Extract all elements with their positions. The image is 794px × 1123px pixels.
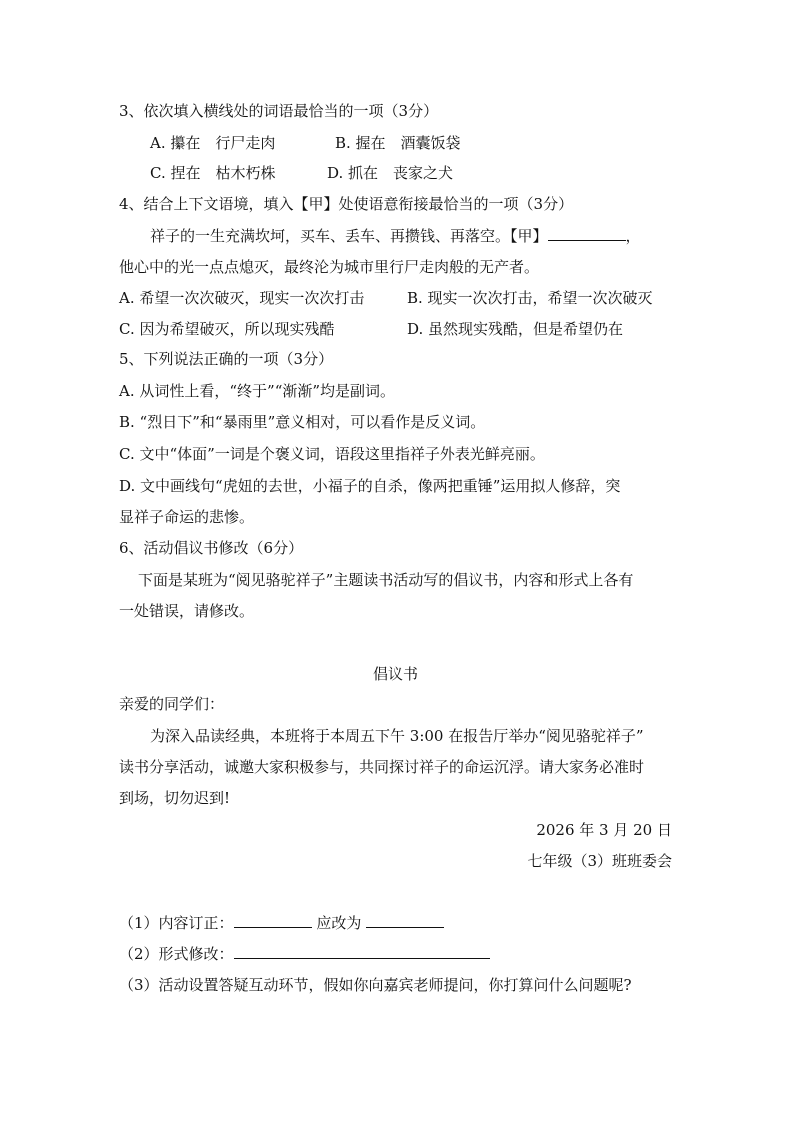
letter-signature: 七年级（3）班班委会 [527, 852, 672, 870]
answer-1-label: （1）内容订正： [119, 914, 234, 932]
answer-2 [119, 944, 490, 964]
q6-intro-line-1: 下面是某班为“阅见骆驼祥子”主题读书活动写的倡议书，内容和形式上各有 [138, 571, 634, 589]
q4-stem: 4、结合上下文语境，填入【甲】处使语意衔接最恰当的一项（3分） [119, 195, 574, 213]
q4-passage-line-1 [150, 226, 641, 246]
q4-option-c: C. 因为希望破灭，所以现实残酷 [119, 320, 335, 338]
letter-body-line-1: 为深入品读经典，本班将于本周五下午 3:00 在报告厅举办“阅见骆驼祥子” [150, 727, 644, 745]
q4-passage-text: 祥子的一生充满坎坷，买车、丢车、再攒钱、再落空。【甲】 [150, 227, 548, 245]
q5-option-c: C. 文中“体面”一词是个褒义词，语段这里指祥子外表光鲜亮丽。 [119, 445, 545, 463]
q4-option-b: B. 现实一次次打击，希望一次次破灭 [407, 289, 653, 307]
letter-body-line-2: 读书分享活动，诚邀大家积极参与，共同探讨祥子的命运沉浮。请大家务必准时 [119, 758, 645, 776]
letter-title: 倡议书 [373, 665, 419, 683]
q4-passage-comma: ， [625, 227, 641, 245]
q4-option-a: A. 希望一次次破灭，现实一次次打击 [119, 289, 365, 307]
q5-option-d-line-1: D. 文中画线句“虎妞的去世，小福子的自杀，像两把重锤”运用拟人修辞，突 [119, 477, 621, 495]
q5-stem: 5、下列说法正确的一项（3分） [119, 350, 334, 368]
q3-option-c: C. 捏在 枯木朽株 [150, 164, 276, 182]
answer-1-mid: 应改为 [316, 914, 362, 932]
q5-option-a: A. 从词性上看，“终于”“渐渐”均是副词。 [119, 382, 396, 400]
letter-body-line-3: 到场，切勿迟到! [119, 789, 231, 807]
q4-passage-line-2: 他心中的光一点点熄灭，最终沦为城市里行尸走肉般的无产者。 [119, 258, 540, 276]
q3-option-b: B. 握在 酒囊饭袋 [335, 134, 461, 152]
answer-2-blank[interactable] [234, 944, 490, 959]
q5-option-b: B. “烈日下”和“暴雨里”意义相对，可以看作是反义词。 [119, 413, 486, 431]
answer-1-corrected-blank[interactable] [366, 913, 444, 928]
q5-option-d-line-2: 显祥子命运的悲惨。 [119, 508, 255, 526]
answer-1 [119, 913, 444, 933]
letter-date: 2026 年 3 月 20 日 [536, 821, 672, 839]
answer-3: （3）活动设置答疑互动环节，假如你向嘉宾老师提问，你打算问什么问题呢? [119, 976, 632, 994]
answer-1-original-blank[interactable] [234, 913, 312, 928]
q3-option-a: A. 攥在 行尸走肉 [150, 134, 276, 152]
q3-option-d: D. 抓在 丧家之犬 [327, 164, 454, 182]
q4-answer-blank[interactable] [548, 226, 626, 241]
letter-salutation: 亲爱的同学们： [119, 695, 225, 713]
q6-stem: 6、活动倡议书修改（6分） [119, 539, 304, 557]
q3-stem: 3、依次填入横线处的词语最恰当的一项（3分） [119, 102, 439, 120]
answer-2-label: （2）形式修改： [119, 945, 234, 963]
q4-option-d: D. 虽然现实残酷，但是希望仍在 [407, 320, 624, 338]
q6-intro-line-2: 一处错误，请修改。 [119, 602, 255, 620]
